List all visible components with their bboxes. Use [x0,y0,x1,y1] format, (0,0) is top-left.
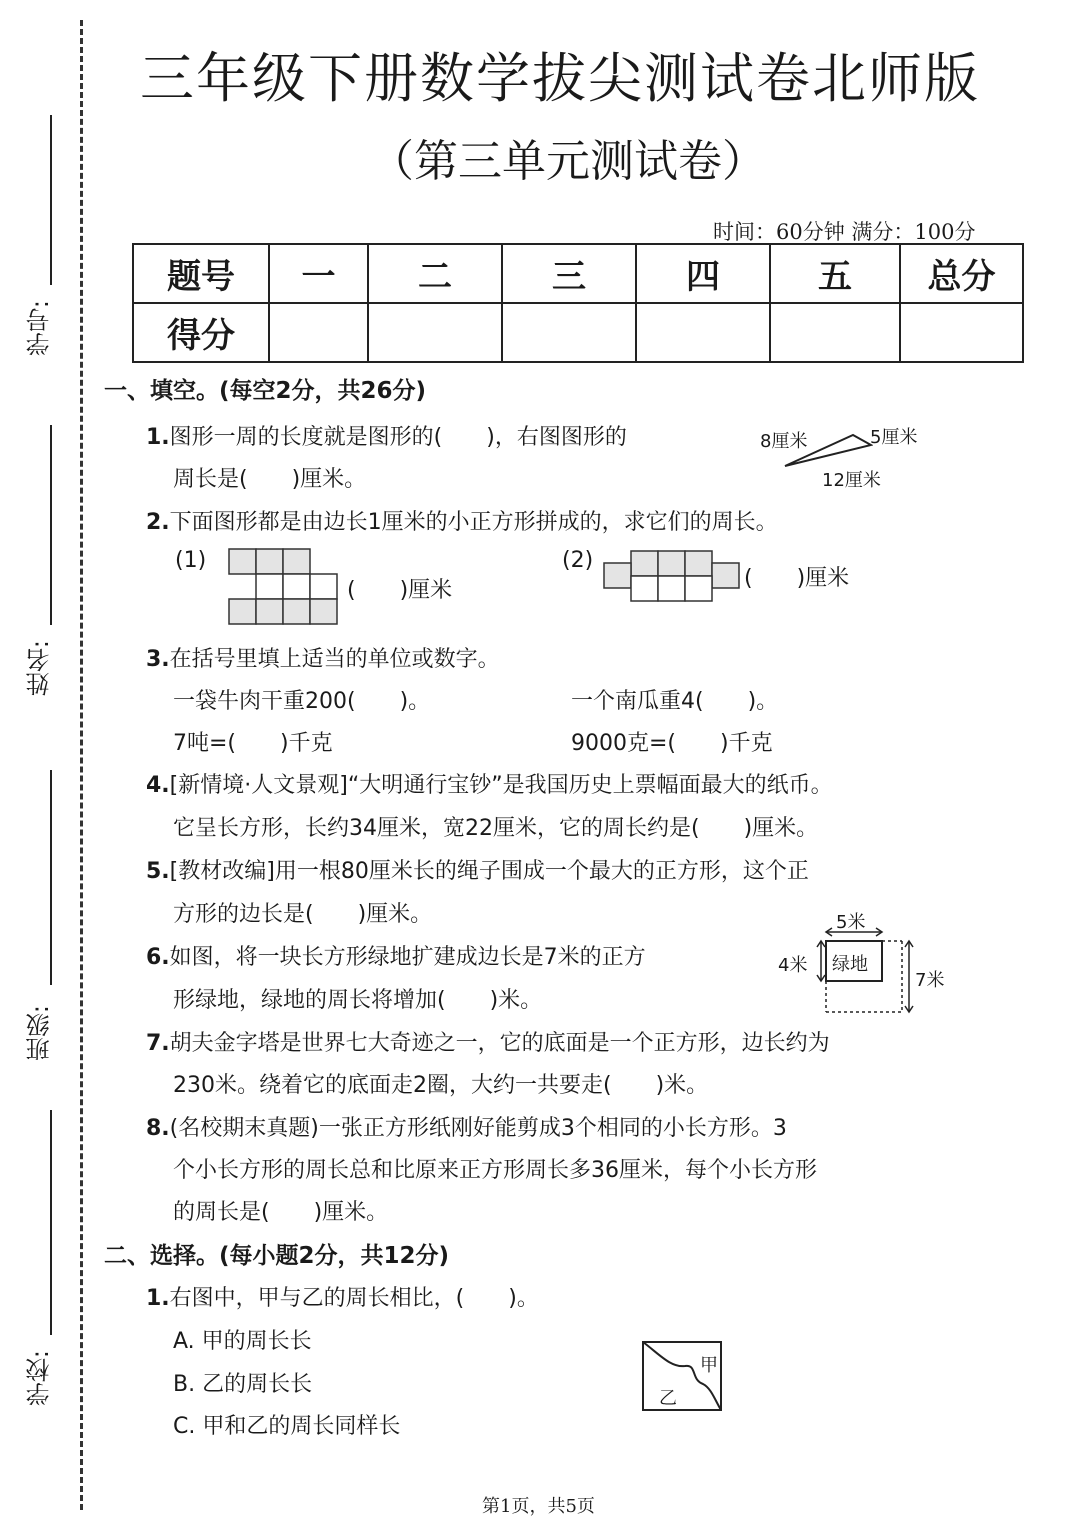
q-text: 在括号里填上适当的单位或数字。 [169,647,500,672]
q1-5-line2: 方形的边长是( )厘米。 [173,902,433,927]
name-label: 姓名: [26,640,54,697]
page-title: 三年级下册数学拔尖测试卷北师版 [140,47,980,110]
score-header-cell: 二 [368,244,502,303]
section1-heading: 一、填空。(每空2分，共26分) [104,378,427,404]
q1-2-part1-label: (1) [175,548,207,573]
q-number: 6. [146,945,170,970]
name-line [50,425,52,625]
q1-3-line1 [146,642,500,673]
q1-8-line3: 的周长是( )厘米。 [173,1200,389,1225]
student-id-label: 学号: [26,300,54,357]
score-header-cell: 一 [269,244,368,303]
q1-2-part1-answer: ( )厘米 [347,578,453,603]
q-text: (名校期末真题)一张正方形纸刚好能剪成3个相同的小长方形。3 [169,1116,787,1141]
score-header-cell: 三 [502,244,636,303]
choice-c[interactable]: C. 甲和乙的周长同样长 [173,1414,401,1439]
score-cell[interactable] [636,303,770,362]
q-number: 1. [146,1286,170,1311]
q1-7-line1 [146,1026,830,1057]
score-row-label: 得分 [133,303,269,362]
q-text: 下面图形都是由边长1厘米的小正方形拼成的，求它们的周长。 [169,510,778,535]
score-header-cell: 四 [636,244,770,303]
grid-figure-1 [226,546,344,628]
school-line [50,1110,52,1335]
q1-5-line1 [146,854,809,885]
page-subtitle: （第三单元测试卷） [370,136,766,187]
q1-2-part2-label: (2) [562,548,594,573]
q1-8-line1 [146,1111,787,1142]
q-number: 3. [146,647,170,672]
score-header-row [133,244,1023,303]
q1-2-part2-answer: ( )厘米 [744,566,850,591]
score-cell[interactable] [502,303,636,362]
q1-4-line1 [146,768,833,799]
greenland-right-label: 7米 [915,970,945,991]
student-id-line [50,115,52,285]
score-cell[interactable] [900,303,1023,362]
q1-3-d: 9000克=( )千克 [571,731,773,756]
q2-1-line1 [146,1281,539,1312]
score-header-cell: 总分 [900,244,1023,303]
section2-heading: 二、选择。(每小题2分，共12分) [104,1243,450,1269]
score-cell[interactable] [368,303,502,362]
q1-2-line1 [146,505,778,536]
q-text: 胡夫金字塔是世界七大奇迹之一，它的底面是一个正方形，边长约为 [169,1031,830,1056]
q-number: 7. [146,1031,170,1056]
greenland-inner-label: 绿地 [832,954,868,975]
q1-1-line1 [146,420,627,451]
choice-a[interactable]: A. 甲的周长长 [173,1329,312,1354]
q-text: 右图中，甲与乙的周长相比，( )。 [169,1286,539,1311]
q-text: [新情境·人文景观]“大明通行宝钞”是我国历史上票幅面最大的纸币。 [169,773,833,798]
score-header-cell: 五 [770,244,900,303]
triangle-right-label: 5厘米 [870,427,918,448]
jia-label: 甲 [700,1355,718,1376]
time-info: 时间：60分钟 满分：100分 [713,220,976,244]
choice-b[interactable]: B. 乙的周长长 [173,1372,313,1397]
grid-figure-2 [602,548,742,606]
q1-8-line2: 个小长方形的周长总和比原来正方形周长多36厘米，每个小长方形 [173,1158,817,1183]
q-text: 图形一周的长度就是图形的( )，右图图形的 [169,425,627,450]
q1-1-line2: 周长是( )厘米。 [173,467,367,492]
q-number: 4. [146,773,170,798]
score-table [132,243,1024,363]
triangle-left-label: 8厘米 [760,431,808,452]
q-number: 8. [146,1116,170,1141]
q1-3-b: 一个南瓜重4( )。 [571,689,779,714]
q1-4-line2: 它呈长方形，长约34厘米，宽22厘米，它的周长约是( )厘米。 [173,816,819,841]
q-text: [教材改编]用一根80厘米长的绳子围成一个最大的正方形，这个正 [169,859,809,884]
q-number: 1. [146,425,170,450]
q-number: 5. [146,859,170,884]
q-number: 2. [146,510,170,535]
q1-3-a: 一袋牛肉干重200( )。 [173,689,431,714]
class-line [50,770,52,985]
score-header-cell: 题号 [133,244,269,303]
school-label: 学校: [26,1350,54,1407]
q1-7-line2: 230米。绕着它的底面走2圈，大约一共要走( )米。 [173,1073,709,1098]
score-cell[interactable] [770,303,900,362]
greenland-left-label: 4米 [778,955,808,976]
score-row [133,303,1023,362]
binding-dashed-line [80,20,83,1510]
score-cell[interactable] [269,303,368,362]
q1-6-line1 [146,940,646,971]
triangle-bottom-label: 12厘米 [822,470,881,491]
class-label: 班级: [26,1005,54,1062]
page-footer: 第1页，共5页 [482,1496,595,1517]
q1-6-line2: 形绿地，绿地的周长将增加( )米。 [173,988,543,1013]
yi-label: 乙 [659,1388,677,1409]
q1-3-c: 7吨=( )千克 [173,731,333,756]
q-text: 如图，将一块长方形绿地扩建成边长是7米的正方 [169,945,646,970]
greenland-top-label: 5米 [836,912,866,933]
